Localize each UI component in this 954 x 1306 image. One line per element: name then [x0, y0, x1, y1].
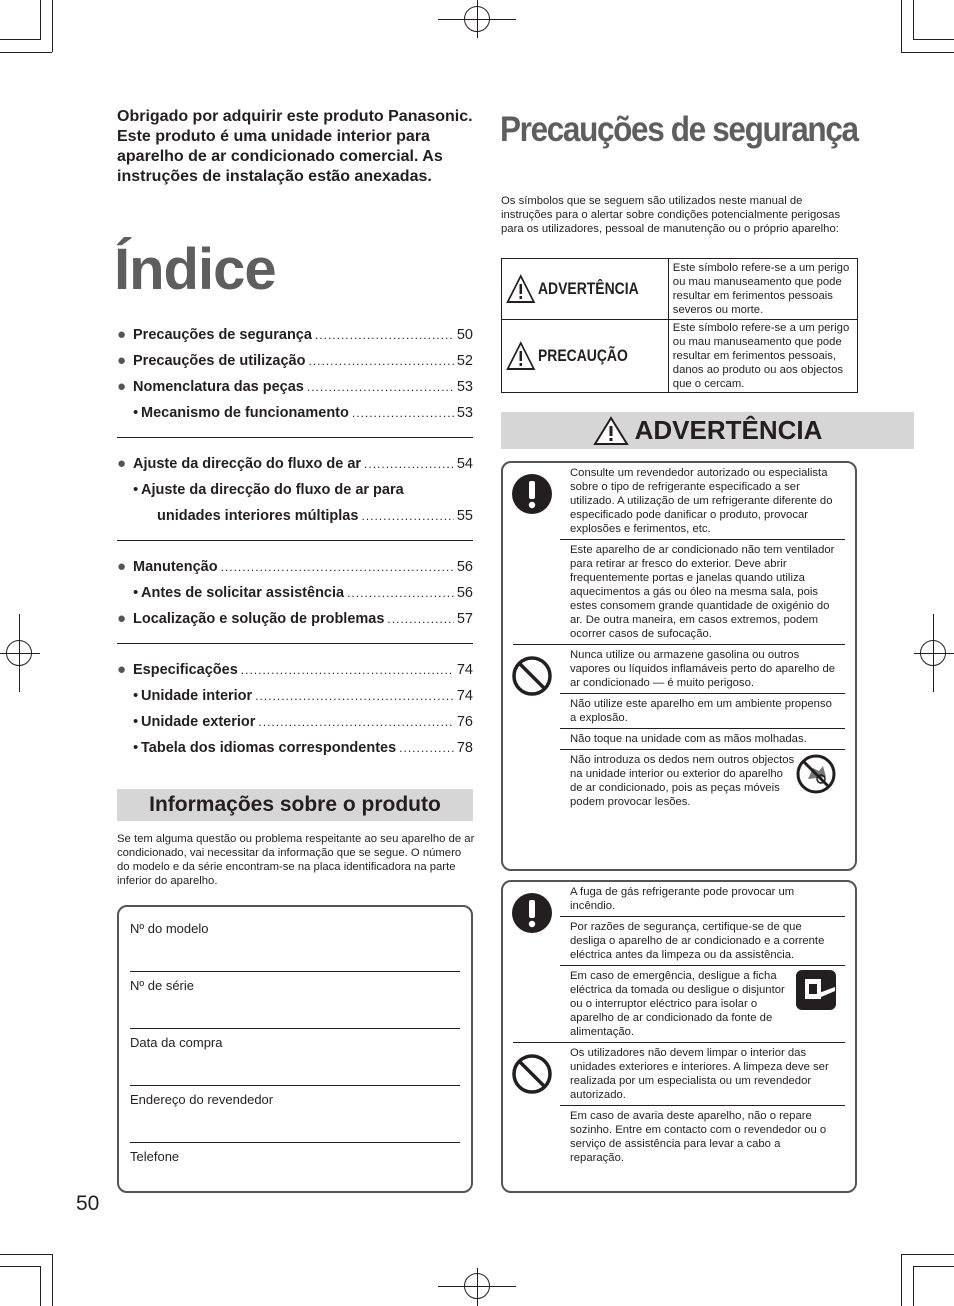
toc-entry-label: unidades interiores múltiplas	[157, 508, 359, 524]
bullet-icon: ●	[117, 558, 127, 575]
warning-item: Não introduza os dedos nem outros objectos na unidade interior ou exterior do aparelho de ar condicionado, pois as peças móveis podem provocar lesões.	[560, 750, 845, 812]
toc-entry[interactable]	[117, 451, 473, 477]
no-fingers-fan-icon	[795, 753, 837, 795]
toc-entry-page: 54	[456, 456, 473, 472]
dot-leader	[399, 735, 454, 761]
product-info-heading: Informações sobre o produto	[117, 789, 473, 821]
toc-entry-label: Nomenclatura das peças	[133, 379, 304, 395]
dot-leader	[364, 451, 454, 477]
toc-entry-label: Precauções de segurança	[133, 327, 312, 343]
field-purchase-date[interactable]: Data da compra	[130, 1029, 460, 1086]
toc-entry-label: Ajuste da direcção do fluxo de ar para	[141, 482, 404, 498]
warning-item: A fuga de gás refrigerante pode provocar um incêndio.	[560, 882, 845, 917]
intro-text: Obrigado por adquirir este produto Panasonic. Este produto é uma unidade interior para aparelho de ar condicionado comercial. As instruções de instalação estão anexadas.	[117, 108, 473, 185]
toc-entry-label: Especificações	[133, 662, 238, 678]
symbol-table	[501, 258, 858, 393]
toc-entry-page: 74	[456, 688, 473, 704]
toc-entry-page: 50	[456, 327, 473, 343]
toc-entry-page: 55	[456, 508, 473, 524]
bullet-icon: •	[133, 713, 139, 730]
bullet-icon: ●	[117, 352, 127, 369]
toc-entry-page: 52	[456, 353, 473, 369]
field-telephone[interactable]: Telefone	[130, 1149, 180, 1164]
toc-entry-label: Antes de solicitar assistência	[141, 585, 345, 601]
product-info-text: Se tem alguma questão ou problema respeitante ao seu aparelho de ar condicionado, vai necessitar da informação que se segue. O número do modelo e da série encontram-se na placa identificadora na parte inferior do aparelho.	[117, 833, 475, 887]
warning-item: Não toque na unidade com as mãos molhadas.	[560, 729, 845, 750]
mandatory-action-icon	[511, 473, 553, 515]
toc-entry-label: Localização e solução de problemas	[133, 611, 385, 627]
toc-entry[interactable]	[117, 503, 473, 529]
toc-entry[interactable]	[117, 477, 473, 503]
toc-entry-label: Mecanismo de funcionamento	[141, 405, 349, 421]
bullet-icon: ●	[117, 661, 127, 678]
mandatory-action-icon	[511, 892, 553, 934]
product-info-form	[117, 905, 473, 1193]
toc-entry[interactable]	[117, 348, 473, 374]
bullet-icon: •	[133, 481, 139, 498]
bullet-icon: ●	[117, 326, 127, 343]
symbol-desc-warning: Este símbolo refere-se a um perigo ou mau manuseamento que pode resultar em ferimentos pessoais severos ou morte.	[668, 259, 857, 320]
prohibited-icon	[511, 655, 553, 697]
dot-leader	[241, 657, 454, 683]
toc-entry[interactable]	[117, 400, 473, 426]
toc-group	[117, 322, 473, 438]
safety-title: Precauções de segurança	[500, 110, 858, 149]
warning-banner	[501, 412, 914, 449]
toc-entry[interactable]	[117, 657, 473, 683]
toc-entry[interactable]	[117, 683, 473, 709]
dot-leader	[221, 554, 454, 580]
toc-entry[interactable]	[117, 374, 473, 400]
toc-entry-page: 76	[456, 714, 473, 730]
bullet-icon: ●	[117, 455, 127, 472]
dot-leader	[361, 503, 453, 529]
warning-item: Este aparelho de ar condicionado não tem ventilador para retirar ar fresco do exterior. Deve abrir frequentemente portas e janelas quando utiliza aquecimentos a gás ou óleo na mesma sala, pois estes consomem grande quantidade de oxigénio do ar. De outra maneira, em casos extremos, podem ocorrer casos de sufocação.	[570, 544, 835, 640]
mandatory-section	[503, 882, 855, 1042]
bullet-icon: •	[133, 687, 139, 704]
toc-group	[117, 554, 473, 644]
toc-entry[interactable]	[117, 322, 473, 348]
toc-entry-label: Unidade exterior	[141, 714, 256, 730]
dot-leader	[258, 709, 453, 735]
toc-entry-page: 56	[456, 559, 473, 575]
toc-entry-label: Unidade interior	[141, 688, 253, 704]
warning-item: Em caso de avaria deste aparelho, não o repare sozinho. Entre em contacto com o revendedor ou o serviço de assistência para levar a cabo a reparação.	[570, 1110, 827, 1164]
toc-entry-page: 57	[456, 611, 473, 627]
warning-item: Em caso de emergência, desligue a ficha eléctrica da tomada ou desligue o disjuntor ou o interruptor eléctrico para isolar o aparelho de ar condicionado da fonte de alimentação.	[560, 966, 845, 1042]
warning-item: Consulte um revendedor autorizado ou especialista sobre o tipo de refrigerante especificado a ser utilizado. A utilização de um refrigerante diferente do especificado pode danificar o produto, provocar explosões e ferimentos, etc.	[560, 463, 845, 540]
bullet-icon: •	[133, 584, 139, 601]
warning-item: Não utilize este aparelho em um ambiente propenso a explosão.	[560, 694, 845, 729]
toc-group	[117, 451, 473, 541]
toc-entry-page: 56	[456, 585, 473, 601]
toc-entry[interactable]	[117, 735, 473, 761]
toc-entry-page: 53	[456, 379, 473, 395]
warning-banner-label: ADVERTÊNCIA	[634, 415, 823, 445]
unplug-icon	[795, 969, 837, 1011]
dot-leader	[347, 580, 454, 606]
page-title-indice: Índice	[114, 237, 276, 302]
warning-item: Por razões de segurança, certifique-se de que desliga o aparelho de ar condicionado e a corrente eléctrica antes da limpeza ou da assistência.	[560, 917, 845, 966]
toc-entry-label: Precauções de utilização	[133, 353, 306, 369]
warning-triangle-icon	[593, 416, 629, 446]
bullet-icon: ●	[117, 610, 127, 627]
bullet-icon: •	[133, 739, 139, 756]
toc-entry-page: 74	[456, 662, 473, 678]
toc-entry-label: Manutenção	[133, 559, 218, 575]
toc-entry[interactable]	[117, 580, 473, 606]
caution-triangle-icon	[506, 341, 536, 371]
mandatory-section	[503, 463, 855, 644]
symbol-row-caution	[502, 320, 858, 393]
toc-group	[117, 657, 473, 772]
dot-leader	[255, 683, 454, 709]
field-dealer-address[interactable]: Endereço do revendedor	[130, 1086, 460, 1143]
toc-entry-page: 78	[456, 740, 473, 756]
symbol-label-warning: ADVERTÊNCIA	[537, 279, 639, 298]
safety-intro: Os símbolos que se seguem são utilizados neste manual de instruções para o alertar sobre condições potencialmente perigosas para os utilizadores, pessoal de manutenção ou o próprio aparelho:	[501, 195, 841, 235]
dot-leader	[387, 606, 453, 632]
symbol-desc-caution: Este símbolo refere-se a um perigo ou mau manuseamento que pode resultar em ferimentos pessoais, danos ao produto ou aos objectos que o cercam.	[668, 320, 857, 393]
bullet-icon: •	[133, 404, 139, 421]
warning-box-1	[501, 461, 857, 871]
symbol-label-caution: PRECAUÇÃO	[537, 346, 628, 365]
toc-entry-label: Ajuste da direcção do fluxo de ar	[133, 456, 362, 472]
dot-leader	[308, 348, 453, 374]
page-number: 50	[76, 1192, 100, 1215]
prohibited-icon	[511, 1053, 553, 1095]
dot-leader	[307, 374, 454, 400]
toc-entry[interactable]	[117, 554, 473, 580]
warning-triangle-icon	[506, 274, 536, 304]
warning-item: Os utilizadores não devem limpar o interior das unidades exteriores e interiores. A limpeza deve ser realizada por um especialista ou um revendedor autorizado.	[560, 1043, 845, 1106]
bullet-icon: ●	[117, 378, 127, 395]
field-serial-number[interactable]: Nº de série	[130, 972, 460, 1029]
field-model-number[interactable]: Nº do modelo	[130, 915, 460, 972]
toc-entry[interactable]	[117, 709, 473, 735]
warning-item: Nunca utilize ou armazene gasolina ou outros vapores ou líquidos inflamáveis perto do aparelho de ar condicionado — é muito perigoso.	[560, 645, 845, 694]
dot-leader	[352, 400, 454, 426]
warning-box-2	[501, 880, 857, 1193]
dot-leader	[315, 322, 454, 348]
toc-entry-page: 53	[456, 405, 473, 421]
symbol-row-warning	[502, 259, 858, 320]
toc-entry-label: Tabela dos idiomas correspondentes	[141, 740, 397, 756]
prohibited-section	[503, 1043, 855, 1168]
prohibited-section	[503, 645, 855, 812]
table-of-contents	[117, 322, 473, 785]
toc-entry[interactable]	[117, 606, 473, 632]
